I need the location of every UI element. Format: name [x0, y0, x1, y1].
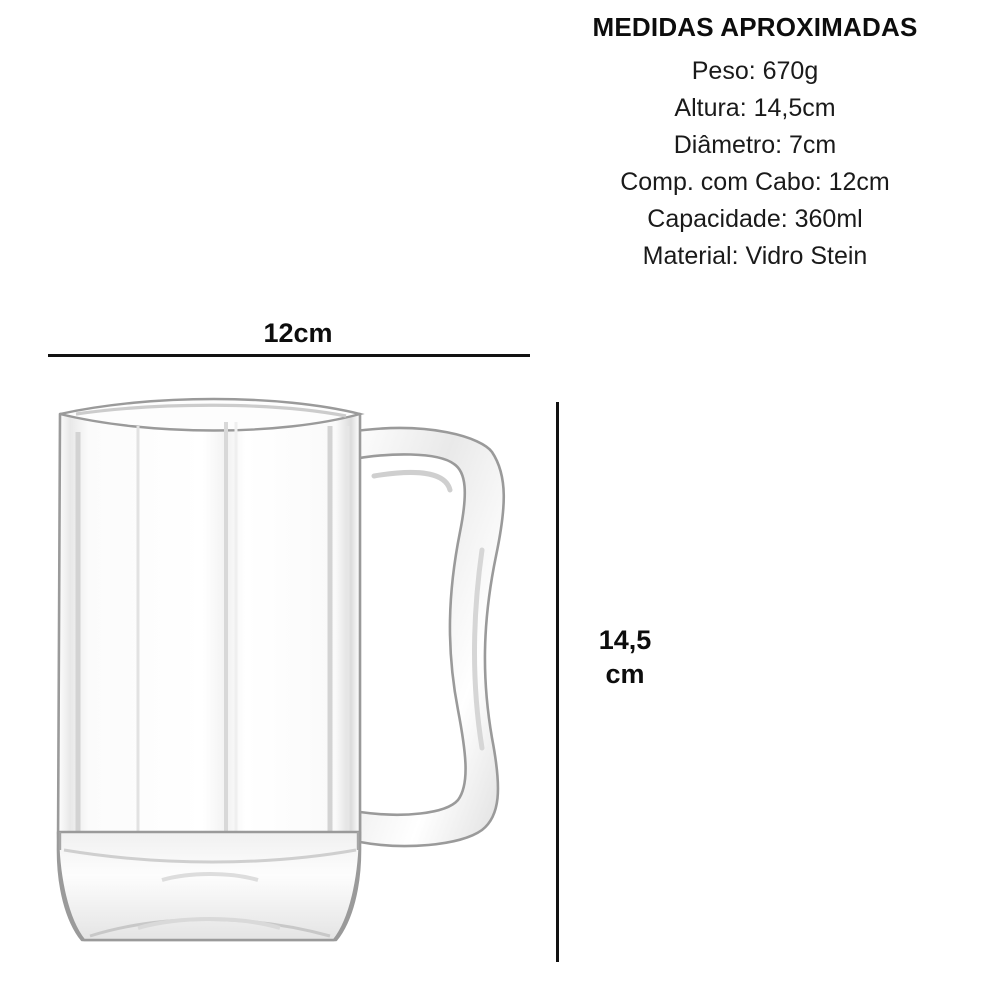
height-dimension-label: [570, 624, 680, 692]
width-dimension-label: 12cm: [263, 318, 333, 348]
height-dimension-label-value: 14,5: [598, 625, 652, 655]
specifications-panel: [520, 12, 990, 275]
spec-line-material: Material: Vidro Stein: [642, 242, 868, 270]
width-dimension-line: [48, 354, 530, 357]
height-dimension-label-unit: cm: [605, 658, 645, 689]
mug-handle: [348, 428, 504, 846]
height-dimension-line: [556, 402, 559, 962]
height-dimension: [548, 402, 688, 962]
mug-body: [58, 399, 360, 940]
beer-mug-icon: [30, 380, 550, 980]
beer-mug-illustration: [30, 380, 550, 980]
spec-line-capacity: Capacidade: 360ml: [647, 205, 863, 233]
width-dimension: [48, 318, 530, 349]
spec-line-height: Altura: 14,5cm: [674, 94, 836, 122]
spec-line-weight: Peso: 670g: [691, 57, 819, 85]
specifications-title: MEDIDAS APROXIMADAS: [592, 12, 918, 42]
spec-line-diameter: Diâmetro: 7cm: [673, 131, 837, 159]
spec-line-length-with-handle: Comp. com Cabo: 12cm: [620, 168, 890, 196]
